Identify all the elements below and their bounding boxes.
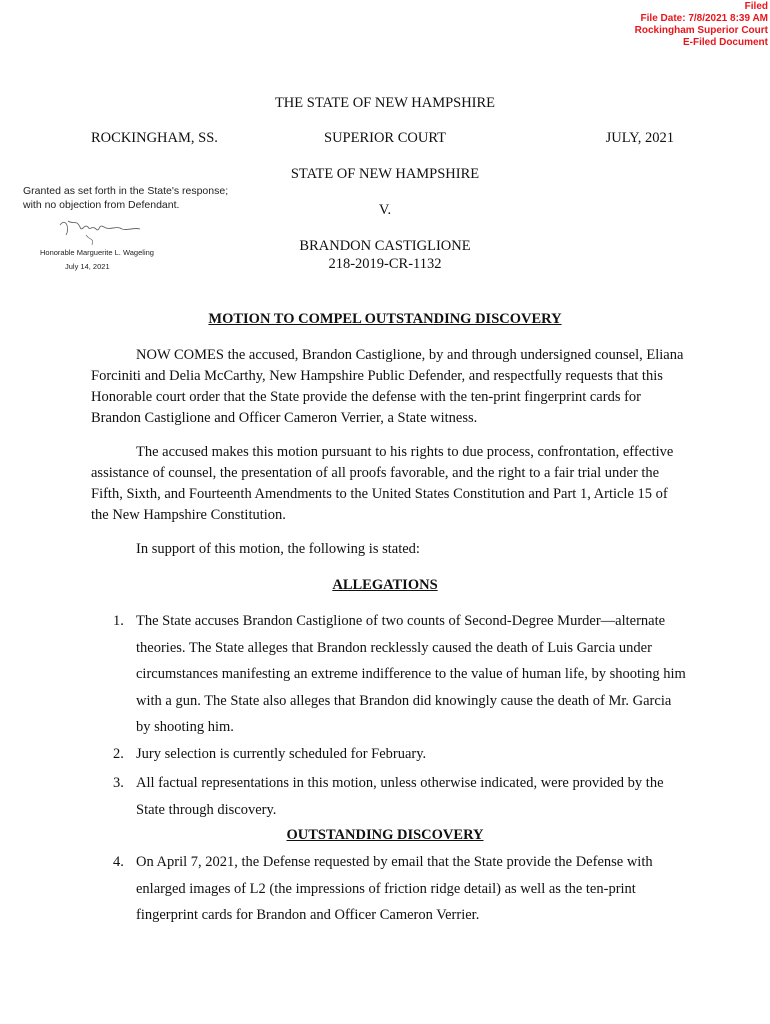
stamp-efiled: E-Filed Document	[682, 37, 768, 48]
list-item-number: 1.	[113, 613, 124, 629]
court-order-note	[23, 184, 228, 212]
county: ROCKINGHAM, SS.	[91, 130, 218, 146]
list-item-text: All factual representations in this motion, unless otherwise indicated, were provided by the State through discovery.	[136, 775, 664, 818]
filing-month: JULY, 2021	[605, 130, 674, 146]
stamp-filed: Filed	[744, 1, 768, 12]
motion-title: MOTION TO COMPEL OUTSTANDING DISCOVERY	[208, 311, 562, 327]
paragraph-support: In support of this motion, the following is stated:	[136, 541, 420, 557]
efiling-stamp	[635, 1, 768, 49]
caption-plaintiff: STATE OF NEW HAMPSHIRE	[290, 166, 480, 182]
order-line-1: Granted as set forth in the State's response;	[23, 185, 229, 197]
list-item-text: The State accuses Brandon Castiglione of two counts of Second-Degree Murder—alternate theories. The State alleges that Brandon recklessly caused the death of Luis Garcia under circumstances manifesting an extreme indifference to the value of human life, by shooting him with a gun. The State also alleges that Brandon did knowingly cause the death of Mr. Garcia by shooting him.	[136, 613, 686, 735]
state-heading: THE STATE OF NEW HAMPSHIRE	[274, 95, 496, 111]
list-item	[91, 770, 686, 823]
discovery-heading: OUTSTANDING DISCOVERY	[286, 827, 484, 843]
list-item-text: Jury selection is currently scheduled for February.	[136, 746, 427, 762]
list-item	[91, 608, 686, 741]
judge-signature	[56, 215, 146, 247]
paragraph-intro: NOW COMES the accused, Brandon Castiglione, by and through undersigned counsel, Eliana Forciniti and Delia McCarthy, New Hampshire Public Defender, and respectfully requests that this Honorable court order that the State provide the defense with the ten-print fingerprint cards for Brandon Castiglione and Officer Cameron Verrier, a State witness.	[91, 347, 684, 426]
allegations-heading: ALLEGATIONS	[332, 577, 438, 593]
caption-defendant: BRANDON CASTIGLIONE	[299, 238, 471, 254]
judge-name: Honorable Marguerite L. Wageling	[40, 248, 154, 257]
list-item	[91, 849, 686, 929]
paragraph-rights: The accused makes this motion pursuant to his rights to due process, confrontation, effective assistance of counsel, the presentation of all proofs favorable, and the right to a fair trial under the Fifth, Sixth, and Fourteenth Amendments to the United States Constitution and Part 1, Article 15 of the New Hampshire Constitution.	[91, 444, 674, 523]
stamp-court: Rockingham Superior Court	[634, 25, 768, 36]
list-item-number: 2.	[113, 746, 124, 762]
order-date: July 14, 2021	[65, 262, 110, 271]
list-item	[91, 741, 686, 768]
list-item-text: On April 7, 2021, the Defense requested by email that the State provide the Defense with enlarged images of L2 (the impressions of friction ridge detail) as well as the ten-print fingerprint cards for Brandon and Officer Cameron Verrier.	[136, 854, 653, 923]
list-item-number: 4.	[113, 854, 124, 870]
order-line-2: with no objection from Defendant.	[23, 199, 180, 211]
caption-versus: V.	[378, 202, 392, 218]
docket-number: 218-2019-CR-1132	[328, 256, 442, 272]
court-name: SUPERIOR COURT	[324, 130, 446, 146]
stamp-file-date: File Date: 7/8/2021 8:39 AM	[640, 13, 768, 24]
list-item-number: 3.	[113, 775, 124, 791]
